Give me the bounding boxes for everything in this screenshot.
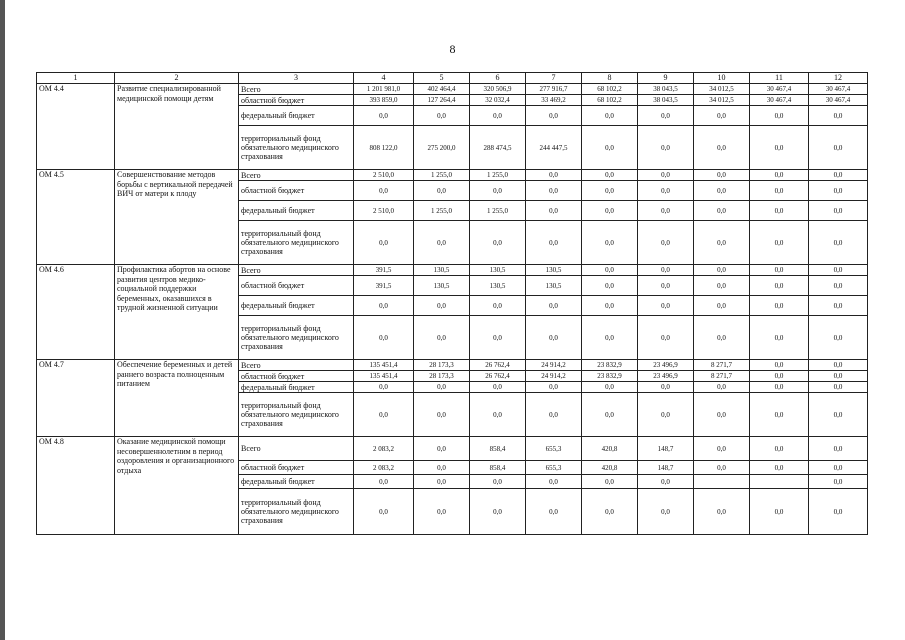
value-cell: 0,0 [414, 106, 470, 126]
value-cell: 0,0 [694, 437, 750, 461]
value-cell: 33 469,2 [526, 95, 582, 106]
value-cell: 0,0 [809, 393, 868, 437]
value-cell: 0,0 [750, 316, 809, 360]
value-cell: 0,0 [582, 276, 638, 296]
value-cell: 0,0 [694, 296, 750, 316]
value-cell: 0,0 [354, 489, 414, 535]
value-cell: 1 255,0 [414, 170, 470, 181]
value-cell: 2 083,2 [354, 437, 414, 461]
table-row [37, 84, 868, 95]
value-cell: 0,0 [582, 489, 638, 535]
value-cell: 0,0 [809, 265, 868, 276]
value-cell: 655,3 [526, 461, 582, 475]
value-cell: 0,0 [809, 437, 868, 461]
value-cell: 0,0 [354, 106, 414, 126]
value-cell: 1 255,0 [414, 201, 470, 221]
value-cell: 320 506,9 [470, 84, 526, 95]
funding-source: областной бюджет [239, 95, 354, 106]
value-cell: 0,0 [354, 181, 414, 201]
value-cell: 0,0 [809, 296, 868, 316]
header-cell: 12 [809, 73, 868, 84]
value-cell: 0,0 [526, 201, 582, 221]
value-cell: 402 464,4 [414, 84, 470, 95]
funding-source: территориальный фонд обязательного медицинского страхования [239, 221, 354, 265]
header-cell: 9 [638, 73, 694, 84]
funding-table [36, 72, 868, 535]
measure-name: Профилактика абортов на основе развития центров медико-социальной поддержки беременных, оказавшихся в трудной жизненной ситуации [115, 265, 239, 360]
value-cell: 0,0 [414, 461, 470, 475]
value-cell: 0,0 [582, 475, 638, 489]
value-cell: 0,0 [354, 382, 414, 393]
value-cell: 0,0 [354, 316, 414, 360]
value-cell: 38 043,5 [638, 95, 694, 106]
value-cell: 1 201 981,0 [354, 84, 414, 95]
value-cell: 0,0 [750, 181, 809, 201]
value-cell: 148,7 [638, 461, 694, 475]
value-cell: 0,0 [809, 360, 868, 371]
header-cell: 6 [470, 73, 526, 84]
value-cell: 135 451,4 [354, 371, 414, 382]
value-cell: 0,0 [470, 382, 526, 393]
value-cell: 0,0 [638, 296, 694, 316]
value-cell: 0,0 [526, 475, 582, 489]
value-cell: 148,7 [638, 437, 694, 461]
value-cell: 34 012,5 [694, 95, 750, 106]
value-cell: 0,0 [809, 221, 868, 265]
value-cell: 30 467,4 [809, 95, 868, 106]
value-cell: 391,5 [354, 276, 414, 296]
value-cell: 288 474,5 [470, 126, 526, 170]
value-cell: 0,0 [750, 382, 809, 393]
funding-source: Всего [239, 360, 354, 371]
value-cell: 0,0 [638, 382, 694, 393]
funding-source: Всего [239, 170, 354, 181]
value-cell: 0,0 [750, 221, 809, 265]
measure-code: ОМ 4.7 [37, 360, 115, 437]
value-cell: 0,0 [638, 316, 694, 360]
value-cell: 0,0 [809, 181, 868, 201]
value-cell: 130,5 [526, 265, 582, 276]
value-cell [694, 475, 750, 489]
value-cell: 0,0 [526, 221, 582, 265]
measure-code: ОМ 4.4 [37, 84, 115, 170]
value-cell: 0,0 [694, 170, 750, 181]
funding-source: территориальный фонд обязательного медицинского страхования [239, 393, 354, 437]
value-cell: 393 859,0 [354, 95, 414, 106]
measure-code: ОМ 4.5 [37, 170, 115, 265]
value-cell: 0,0 [414, 437, 470, 461]
value-cell: 0,0 [694, 181, 750, 201]
value-cell: 0,0 [414, 221, 470, 265]
funding-source: федеральный бюджет [239, 296, 354, 316]
value-cell: 68 102,2 [582, 95, 638, 106]
value-cell: 391,5 [354, 265, 414, 276]
measure-name: Оказание медицинской помощи несовершеннолетним в период оздоровления и организационного отдыха [115, 437, 239, 535]
value-cell: 0,0 [750, 371, 809, 382]
value-cell: 8 271,7 [694, 371, 750, 382]
value-cell: 130,5 [470, 265, 526, 276]
value-cell: 23 832,9 [582, 360, 638, 371]
measure-code: ОМ 4.6 [37, 265, 115, 360]
value-cell: 277 916,7 [526, 84, 582, 95]
value-cell: 0,0 [638, 106, 694, 126]
value-cell: 0,0 [809, 382, 868, 393]
value-cell: 0,0 [638, 126, 694, 170]
page-number: 8 [449, 42, 456, 56]
funding-source: областной бюджет [239, 461, 354, 475]
value-cell: 0,0 [526, 382, 582, 393]
value-cell: 0,0 [470, 316, 526, 360]
value-cell: 0,0 [470, 106, 526, 126]
value-cell: 2 083,2 [354, 461, 414, 475]
value-cell: 0,0 [809, 276, 868, 296]
value-cell: 0,0 [414, 296, 470, 316]
value-cell: 275 200,0 [414, 126, 470, 170]
value-cell: 0,0 [526, 489, 582, 535]
value-cell: 0,0 [638, 201, 694, 221]
funding-source: территориальный фонд обязательного медицинского страхования [239, 316, 354, 360]
value-cell: 0,0 [750, 265, 809, 276]
value-cell: 0,0 [809, 475, 868, 489]
header-cell: 5 [414, 73, 470, 84]
value-cell: 0,0 [582, 181, 638, 201]
value-cell: 0,0 [750, 201, 809, 221]
value-cell: 420,8 [582, 461, 638, 475]
value-cell: 0,0 [582, 316, 638, 360]
value-cell: 0,0 [414, 382, 470, 393]
value-cell: 0,0 [582, 106, 638, 126]
table-row [37, 360, 868, 371]
value-cell: 0,0 [526, 393, 582, 437]
value-cell: 38 043,5 [638, 84, 694, 95]
value-cell: 24 914,2 [526, 371, 582, 382]
value-cell: 0,0 [582, 265, 638, 276]
value-cell: 130,5 [470, 276, 526, 296]
value-cell: 0,0 [582, 126, 638, 170]
funding-source: федеральный бюджет [239, 201, 354, 221]
value-cell: 0,0 [582, 296, 638, 316]
value-cell: 0,0 [582, 393, 638, 437]
value-cell: 0,0 [694, 265, 750, 276]
funding-source: Всего [239, 437, 354, 461]
measure-name: Развитие специализированной медицинской помощи детям [115, 84, 239, 170]
value-cell: 34 012,5 [694, 84, 750, 95]
value-cell: 0,0 [750, 437, 809, 461]
value-cell: 0,0 [694, 316, 750, 360]
value-cell: 130,5 [414, 276, 470, 296]
value-cell: 0,0 [414, 489, 470, 535]
value-cell: 135 451,4 [354, 360, 414, 371]
value-cell: 0,0 [694, 106, 750, 126]
value-cell: 0,0 [354, 475, 414, 489]
value-cell: 28 173,3 [414, 371, 470, 382]
value-cell: 30 467,4 [750, 95, 809, 106]
value-cell: 858,4 [470, 437, 526, 461]
value-cell: 0,0 [470, 475, 526, 489]
table-row [37, 265, 868, 276]
value-cell: 0,0 [809, 489, 868, 535]
funding-source: Всего [239, 84, 354, 95]
value-cell: 0,0 [694, 201, 750, 221]
value-cell: 1 255,0 [470, 170, 526, 181]
value-cell: 0,0 [526, 170, 582, 181]
value-cell: 0,0 [809, 316, 868, 360]
value-cell: 0,0 [809, 170, 868, 181]
value-cell: 0,0 [694, 489, 750, 535]
value-cell: 0,0 [354, 221, 414, 265]
value-cell: 0,0 [638, 475, 694, 489]
value-cell: 2 510,0 [354, 170, 414, 181]
value-cell: 0,0 [750, 393, 809, 437]
header-cell: 10 [694, 73, 750, 84]
value-cell: 26 762,4 [470, 371, 526, 382]
value-cell: 0,0 [750, 360, 809, 371]
value-cell: 0,0 [750, 296, 809, 316]
funding-source: территориальный фонд обязательного медицинского страхования [239, 489, 354, 535]
value-cell: 0,0 [694, 461, 750, 475]
value-cell: 0,0 [694, 221, 750, 265]
value-cell: 0,0 [809, 461, 868, 475]
value-cell: 0,0 [638, 181, 694, 201]
value-cell: 0,0 [750, 126, 809, 170]
value-cell: 420,8 [582, 437, 638, 461]
header-cell: 2 [115, 73, 239, 84]
value-cell: 0,0 [582, 382, 638, 393]
header-row [37, 73, 868, 84]
table-row [37, 437, 868, 461]
value-cell: 23 832,9 [582, 371, 638, 382]
value-cell: 0,0 [638, 170, 694, 181]
value-cell: 0,0 [470, 489, 526, 535]
value-cell: 28 173,3 [414, 360, 470, 371]
value-cell: 0,0 [809, 126, 868, 170]
value-cell: 0,0 [638, 265, 694, 276]
value-cell: 0,0 [526, 296, 582, 316]
funding-source: областной бюджет [239, 181, 354, 201]
value-cell: 30 467,4 [750, 84, 809, 95]
value-cell: 0,0 [750, 106, 809, 126]
value-cell: 244 447,5 [526, 126, 582, 170]
measure-code: ОМ 4.8 [37, 437, 115, 535]
value-cell: 858,4 [470, 461, 526, 475]
value-cell: 0,0 [470, 221, 526, 265]
measure-name: Совершенствование методов борьбы с вертикальной передачей ВИЧ от матери к плоду [115, 170, 239, 265]
measure-name: Обеспечение беременных и детей раннего возраста полноценным питанием [115, 360, 239, 437]
value-cell: 26 762,4 [470, 360, 526, 371]
value-cell: 0,0 [750, 170, 809, 181]
value-cell: 8 271,7 [694, 360, 750, 371]
value-cell: 0,0 [694, 382, 750, 393]
value-cell: 0,0 [414, 316, 470, 360]
table-row [37, 170, 868, 181]
funding-source: Всего [239, 265, 354, 276]
value-cell: 30 467,4 [809, 84, 868, 95]
value-cell: 0,0 [638, 221, 694, 265]
value-cell: 130,5 [414, 265, 470, 276]
funding-source: федеральный бюджет [239, 382, 354, 393]
funding-source: областной бюджет [239, 371, 354, 382]
funding-source: территориальный фонд обязательного медицинского страхования [239, 126, 354, 170]
table-body [37, 73, 868, 535]
value-cell: 0,0 [354, 393, 414, 437]
value-cell: 68 102,2 [582, 84, 638, 95]
value-cell: 655,3 [526, 437, 582, 461]
value-cell: 0,0 [638, 393, 694, 437]
value-cell: 0,0 [470, 296, 526, 316]
value-cell: 0,0 [582, 221, 638, 265]
value-cell: 130,5 [526, 276, 582, 296]
value-cell: 23 496,9 [638, 371, 694, 382]
value-cell: 2 510,0 [354, 201, 414, 221]
value-cell: 0,0 [582, 201, 638, 221]
value-cell: 0,0 [750, 461, 809, 475]
value-cell: 0,0 [582, 170, 638, 181]
value-cell: 1 255,0 [470, 201, 526, 221]
value-cell: 23 496,9 [638, 360, 694, 371]
scan-edge [0, 0, 5, 640]
value-cell: 0,0 [750, 489, 809, 535]
value-cell: 0,0 [694, 393, 750, 437]
header-cell: 11 [750, 73, 809, 84]
value-cell: 0,0 [526, 106, 582, 126]
value-cell: 0,0 [414, 393, 470, 437]
value-cell: 808 122,0 [354, 126, 414, 170]
value-cell: 0,0 [526, 316, 582, 360]
value-cell: 0,0 [470, 181, 526, 201]
value-cell: 0,0 [638, 276, 694, 296]
value-cell: 0,0 [809, 371, 868, 382]
funding-source: федеральный бюджет [239, 106, 354, 126]
value-cell: 0,0 [414, 181, 470, 201]
value-cell: 0,0 [809, 106, 868, 126]
value-cell: 0,0 [414, 475, 470, 489]
value-cell: 0,0 [750, 276, 809, 296]
header-cell: 8 [582, 73, 638, 84]
value-cell: 0,0 [809, 201, 868, 221]
funding-source: областной бюджет [239, 276, 354, 296]
value-cell: 0,0 [526, 181, 582, 201]
header-cell: 1 [37, 73, 115, 84]
funding-source: федеральный бюджет [239, 475, 354, 489]
value-cell: 0,0 [638, 489, 694, 535]
header-cell: 4 [354, 73, 414, 84]
header-cell: 7 [526, 73, 582, 84]
value-cell: 0,0 [694, 126, 750, 170]
value-cell [750, 475, 809, 489]
value-cell: 127 264,4 [414, 95, 470, 106]
value-cell: 24 914,2 [526, 360, 582, 371]
value-cell: 0,0 [694, 276, 750, 296]
value-cell: 0,0 [470, 393, 526, 437]
value-cell: 32 032,4 [470, 95, 526, 106]
value-cell: 0,0 [354, 296, 414, 316]
header-cell: 3 [239, 73, 354, 84]
